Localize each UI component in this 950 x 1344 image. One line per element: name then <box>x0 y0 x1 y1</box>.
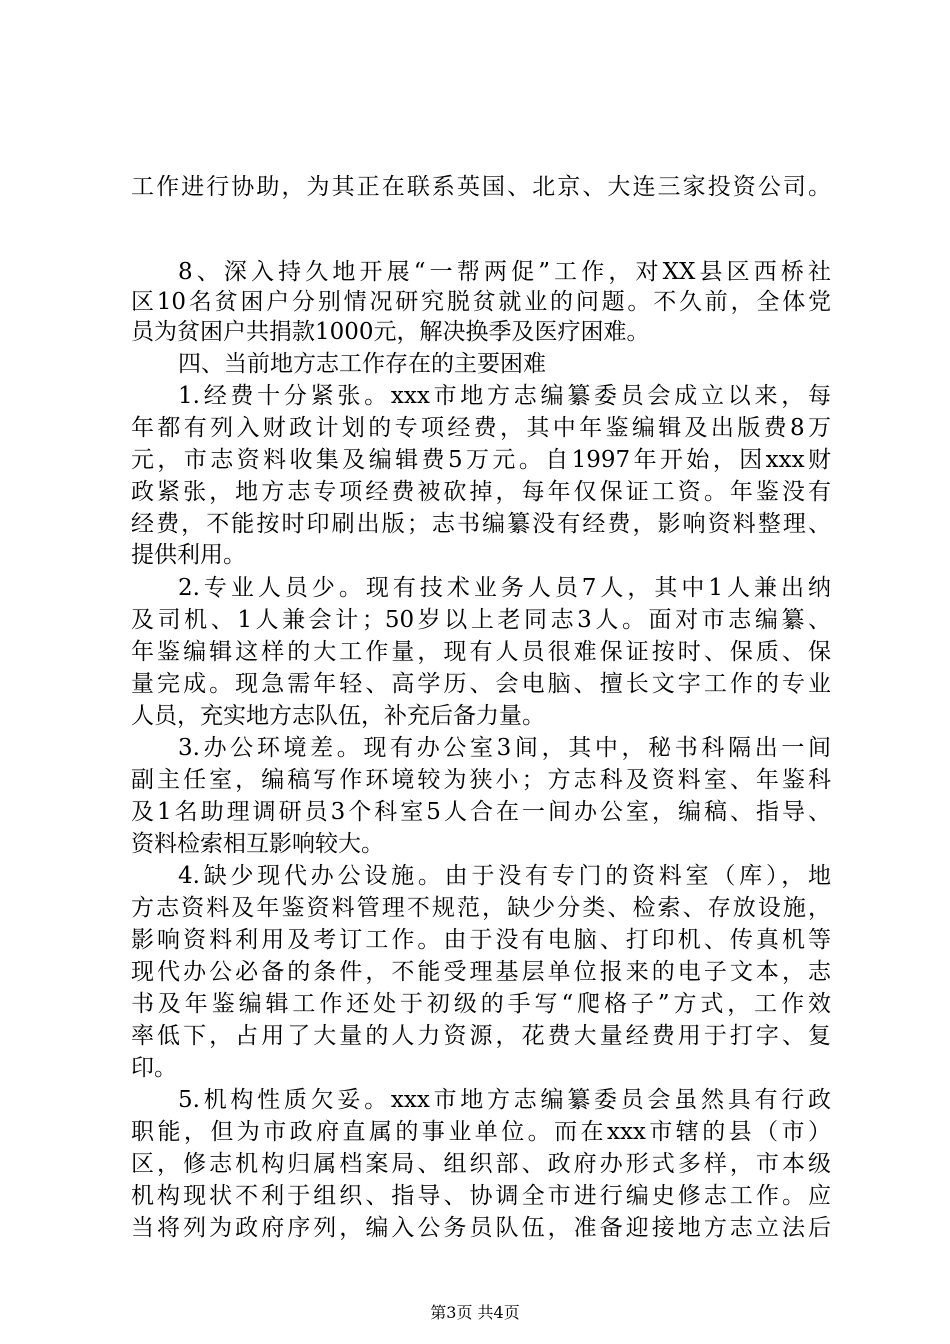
paragraph-line: 2.专业人员少。现有技术业务人员7人，其中1人兼出纳 <box>178 575 831 601</box>
paragraph-line: 职能，但为市政府直属的事业单位。而在xxx市辖的县（市） <box>131 1119 831 1145</box>
paragraph-line: 元，市志资料收集及编辑费5万元。自1997年开始，因xxx财 <box>131 447 831 473</box>
paragraph-line: 1.经费十分紧张。xxx市地方志编纂委员会成立以来，每 <box>178 383 831 409</box>
paragraph-line: 当将列为政府序列，编入公务员队伍，准备迎接地方志立法后 <box>131 1215 831 1241</box>
paragraph-line: 机构现状不利于组织、指导、协调全市进行编史修志工作。应 <box>131 1183 831 1209</box>
paragraph-line: 5.机构性质欠妥。xxx市地方志编纂委员会虽然具有行政 <box>178 1087 831 1113</box>
paragraph-line: 区，修志机构归属档案局、组织部、政府办形式多样，市本级 <box>131 1151 831 1177</box>
paragraph-line: 方志资料及年鉴资料管理不规范，缺少分类、检索、存放设施， <box>131 895 831 921</box>
paragraph-line: 年都有列入财政计划的专项经费，其中年鉴编辑及出版费8万 <box>131 415 831 441</box>
paragraph-line: 工作进行协助，为其正在联系英国、北京、大连三家投资公司。 <box>131 174 831 200</box>
paragraph-line: 人员，充实地方志队伍，补充后备力量。 <box>131 703 545 729</box>
paragraph-line: 现代办公必备的条件，不能受理基层单位报来的电子文本，志 <box>131 959 831 985</box>
paragraph-line: 书及年鉴编辑工作还处于初级的手写“爬格子”方式，工作效 <box>131 991 831 1017</box>
paragraph-line: 4.缺少现代办公设施。由于没有专门的资料室（库），地 <box>178 863 831 889</box>
paragraph-line: 资料检索相互影响较大。 <box>131 831 384 857</box>
paragraph-line: 及1名助理调研员3个科室5人合在一间办公室，编稿、指导、 <box>131 799 831 825</box>
paragraph-line: 及司机、1人兼会计；50岁以上老同志3人。面对市志编纂、 <box>131 607 831 633</box>
paragraph-line: 印。 <box>131 1055 177 1081</box>
paragraph-line: 经费，不能按时印刷出版；志书编纂没有经费，影响资料整理、 <box>131 511 831 537</box>
paragraph-line: 区10名贫困户分别情况研究脱贫就业的问题。不久前，全体党 <box>131 289 831 315</box>
paragraph-line: 提供利用。 <box>131 542 246 568</box>
section-heading: 四、当前地方志工作存在的主要困难 <box>178 351 546 377</box>
paragraph-line: 率低下，占用了大量的人力资源，花费大量经费用于打字、复 <box>131 1023 831 1049</box>
paragraph-line: 影响资料利用及考订工作。由于没有电脑、打印机、传真机等 <box>131 927 831 953</box>
page-number-footer: 第3页 共4页 <box>430 1303 520 1322</box>
paragraph-line: 年鉴编辑这样的大工作量，现有人员很难保证按时、保质、保 <box>131 639 831 665</box>
paragraph-line: 副主任室，编稿写作环境较为狭小；方志科及资料室、年鉴科 <box>131 767 831 793</box>
paragraph-line: 8、深入持久地开展“一帮两促”工作，对XX县区西桥社 <box>178 259 831 285</box>
paragraph-line: 量完成。现急需年轻、高学历、会电脑、擅长文字工作的专业 <box>131 671 831 697</box>
paragraph-line: 政紧张，地方志专项经费被砍掉，每年仅保证工资。年鉴没有 <box>131 479 831 505</box>
paragraph-line: 3.办公环境差。现有办公室3间，其中，秘书科隔出一间 <box>178 735 831 761</box>
paragraph-line: 员为贫困户共捐款1000元，解决换季及医疗困难。 <box>131 319 650 345</box>
